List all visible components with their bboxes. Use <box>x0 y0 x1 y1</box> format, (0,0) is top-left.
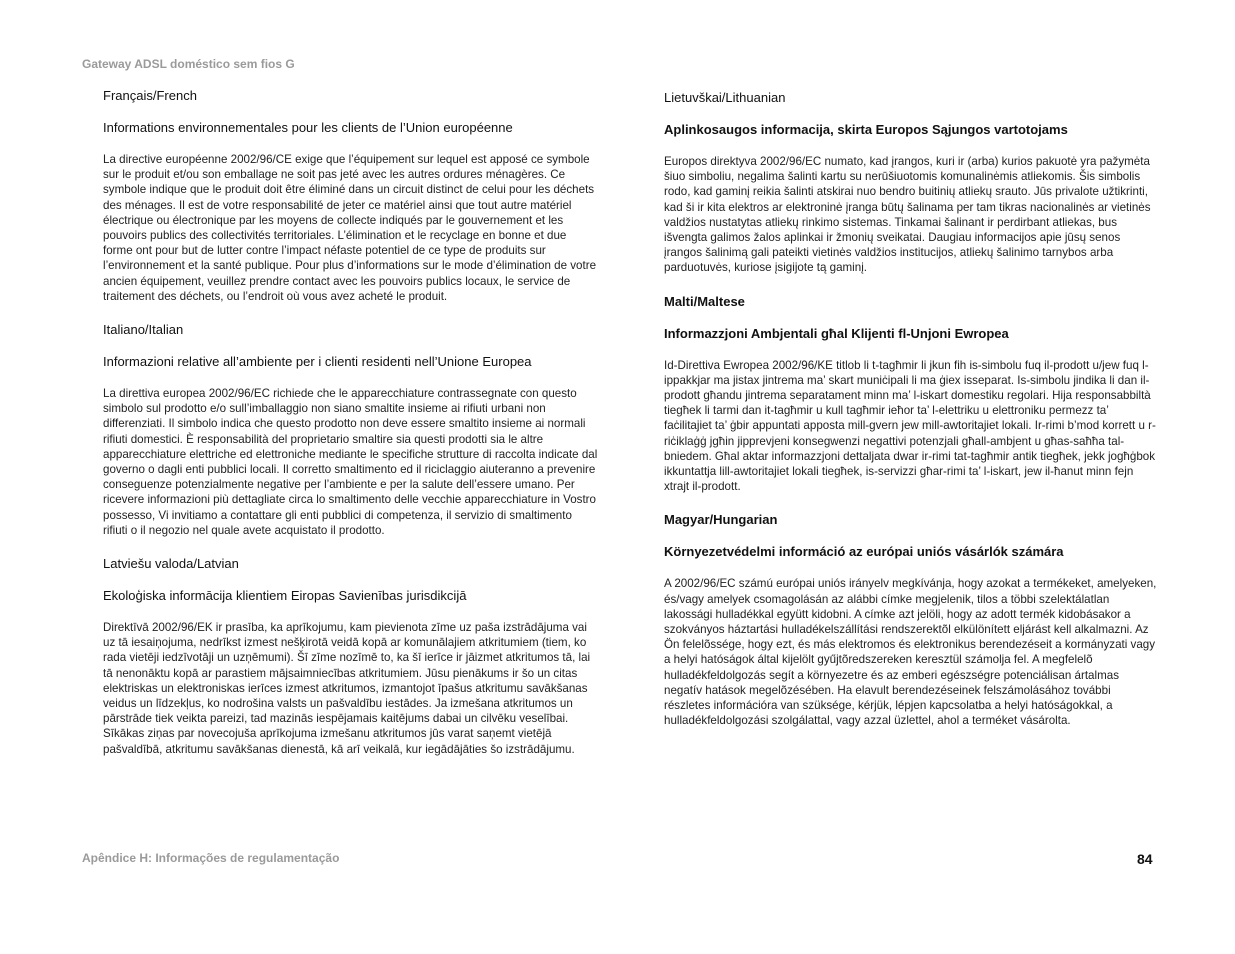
section-title: Informations environnementales pour les clients de l’Union européenne <box>103 120 513 135</box>
section-french <box>103 88 598 304</box>
document-header: Gateway ADSL doméstico sem fios G <box>82 57 295 71</box>
language-heading: Français/French <box>103 88 197 103</box>
language-heading: Latviešu valoda/Latvian <box>103 556 239 572</box>
right-column <box>664 90 1159 728</box>
document-footer: Apêndice H: Informações de regulamentação <box>82 851 340 865</box>
section-title: Környezetvédelmi információ az európai uniós vásárlók számára <box>664 544 1064 560</box>
section-body: Id-Direttiva Ewropea 2002/96/KE titlob li t-tagħmir li jkun fih is-simbolu fuq il-prodott u/jew fuq l-ippakkjar ma jistax jintrema ma’ skart muniċipali li ma ġiex isseparat. Is-simbolu jindika li dan il-prodott għandu jintrema separatament minn ma’ l-iskart domestiku regolari. Hija responsabbiltà tiegħek li tarmi dan it-tagħmir u kull tagħmir ieħor ta’ l-elettriku u elettroniku permezz ta’ faċilitajiet ta’ ġbir appuntati apposta mill-gvern jew mill-awtoritajiet lokali. Ir-rimi b’mod korrett u r-riċiklaġġ jgħin jipprevjeni konsegwenzi negattivi potenzjali għall-ambjent u għas-saħħa tal-bniedem. Għal aktar informazzjoni dettaljata dwar ir-rimi tat-tagħmir antik tiegħek, jekk jogħġbok ikkuntattja lill-awtoritajiet lokali tiegħek, is-servizzi għar-rimi ta’ l-iskart, jew il-ħanut minn fejn xtrajt il-prodott. <box>664 358 1156 494</box>
section-body: Direktīvā 2002/96/EK ir prasība, ka aprīkojumu, kam pievienota zīme uz paša izstrādājuma vai uz tā iesaiņojuma, nedrīkst izmest nešķirotā veidā kopā ar komunālajiem atkritumiem (tiem, ko rada vietēji iedzīvotāji un uzņēmumi). Šī zīme nozīmē to, ka šī ierīce ir jāizmet atkritumos tā, lai tā nenonāktu kopā ar parastiem mājsaimniecības atkritumiem. Jūsu pienākums ir šo un citas elektriskas un elektroniskas ierīces izmest atkritumos, izmantojot īpašus atkritumu savākšanas veidus un līdzekļus, ko nodrošina valsts un pašvaldību iestādes. Ja izmešana atkritumos un pārstrāde tiek veikta pareizi, tad mazinās iespējamais kaitējums dabai un cilvēku veselībai. Sīkākas ziņas par novecojuša aprīkojuma izmešanu atkritumos jūs varat saņemt vietējā pašvaldībā, atkritumu savākšanas dienestā, kā arī veikalā, kur iegādājāties šo izstrādājumu. <box>103 621 591 756</box>
section-hungarian <box>664 512 1159 728</box>
section-body: La direttiva europea 2002/96/EC richiede che le apparecchiature contrassegnate con questo simbolo sul prodotto e/o sull’imballaggio non siano smaltite insieme ai rifiuti urbani non differenziati. Il simbolo indica che questo prodotto non deve essere smaltito insieme ai normali rifiuti domestici. È responsabilità del proprietario smaltire sia questi prodotti sia le altre apparecchiature elettriche ed elettroniche mediante le specifiche strutture di raccolta indicate dal governo o dagli enti pubblici locali. Il corretto smaltimento ed il riciclaggio aiuteranno a prevenire conseguenze potenzialmente negative per l’ambiente e per la salute dell’essere umano. Per ricevere informazioni più dettagliate circa lo smaltimento delle vecchie apparecchiature in Vostro possesso, Vi invitiamo a contattare gli enti pubblici di competenza, il servizio di smaltimento rifiuti o il negozio nel quale avete acquistato il prodotto. <box>103 387 598 537</box>
language-heading: Lietuvškai/Lithuanian <box>664 90 786 105</box>
section-title: Informazioni relative all’ambiente per i clienti residenti nell’Unione Europea <box>103 354 532 370</box>
page-number: 84 <box>1137 851 1153 867</box>
section-lithuanian <box>664 90 1159 276</box>
language-heading: Italiano/Italian <box>103 322 184 338</box>
left-column <box>103 88 598 757</box>
language-heading: Magyar/Hungarian <box>664 512 778 528</box>
section-latvian <box>103 556 598 757</box>
section-title: Aplinkosaugos informacija, skirta Europos Sąjungos vartotojams <box>664 122 1068 137</box>
section-maltese <box>664 294 1159 495</box>
section-title: Ekoloģiska informācija klientiem Eiropas Savienības jurisdikcijā <box>103 588 467 604</box>
section-italian <box>103 322 598 538</box>
language-heading: Malti/Maltese <box>664 293 745 309</box>
section-title: Informazzjoni Ambjentali għal Klijenti fl-Unjoni Ewropea <box>664 325 1009 341</box>
section-body: La directive européenne 2002/96/CE exige que l’équipement sur lequel est apposé ce symbole sur le produit et/ou son emballage ne soit pas jeté avec les autres ordures ménagères. Ce symbole indique que le produit doit être éliminé dans un circuit distinct de celui pour les déchets des ménages. Il est de votre responsabilité de jeter ce matériel ainsi que tout autre matériel électrique ou électronique par les moyens de collecte indiqués par le gouvernement et les pouvoirs publics des collectivités territoriales. L’élimination et le recyclage en bonne et due forme ont pour but de lutter contre l’impact néfaste potentiel de ce type de produits sur l’environnement et la santé publique. Pour plus d’informations sur le mode d’élimination de votre ancien équipement, veuillez prendre contact avec les pouvoirs publics locaux, le service de traitement des déchets, ou l’endroit où vous avez acheté le produit. <box>103 153 597 303</box>
section-body: Europos direktyva 2002/96/EC numato, kad įrangos, kuri ir (arba) kurios pakuotė yra pažymėta šiuo simboliu, negalima šalinti kartu su nerūšiuotomis komunalinėmis atliekomis. Šis simbolis rodo, kad gaminį reikia šalinti atskirai nuo bendro buitinių atliekų srauto. Jūs privalote užtikrinti, kad ši ir kita elektros ar elektroninė įranga būtų šalinama per tam tikras nacionalinės ar vietinės valdžios nustatytas atliekų rinkimo sistemas. Tinkamai šalinant ir perdirbant atliekas, bus išvengta galimos žalos aplinkai ir žmonių sveikatai. Daugiau informacijos apie jūsų senos įrangos šalinimą gali pateikti vietinės valdžios institucijos, atliekų šalinimo tarnybos arba parduotuvės, kuriose įsigijote tą gaminį. <box>664 155 1151 275</box>
section-body: A 2002/96/EC számú európai uniós irányelv megkívánja, hogy azokat a termékeket, amelyeken, és/vagy amelyek csomagolásán az alábbi címke megjelenik, tilos a többi szelektálatlan lakossági hulladékkal együtt kidobni. A címke azt jelöli, hogy az adott termék kidobásakor a szokványos háztartási hulladékelszállítási rendszerektõl elkülönített eljárást kell alkalmazni. Az Ön felelõssége, hogy ezt, és más elektromos és elektronikus berendezéseit a kormányzati vagy a helyi hatóságok által kijelölt gyűjtõredszereken keresztül számolja fel. A megfelelõ hulladékfeldolgozás segít a környezetre és az emberi egészségre potenciálisan ártalmas negatív hatások megelõzésében. Ha elavult berendezéseinek felszámolásához további részletes információra van szüksége, kérjük, lépjen kapcsolatba a helyi hatóságokkal, a hulladékfeldolgozási szolgálattal, vagy azzal üzlettel, ahol a terméket vásárolta. <box>664 577 1157 728</box>
